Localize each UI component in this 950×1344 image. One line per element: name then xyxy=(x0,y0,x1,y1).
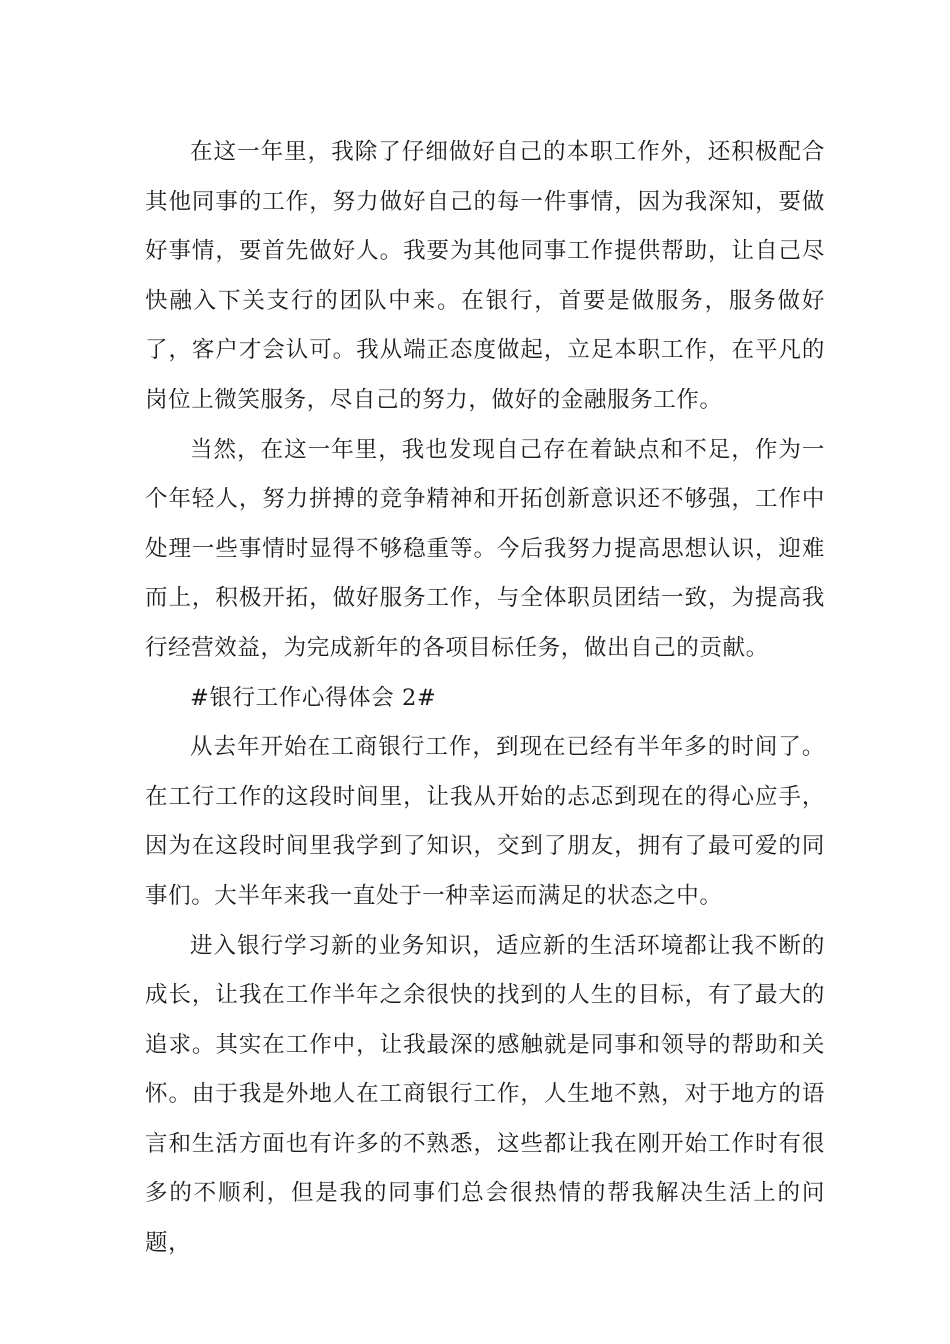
section-heading: #银行工作心得体会 2# xyxy=(190,684,437,711)
paragraph-2: 当然，在这一年里，我也发现自己存在着缺点和不足，作为一个年轻人，努力拼搏的竞争精神和开拓创新意识还不够强，工作中处理一些事情时显得不够稳重等。今后我努力提高思想认识，迎难而上，积极开拓，做好服务工作，与全体职员团结一致，为提高我行经营效益，为完成新年的各项目标任务，做出自己的贡献。 xyxy=(145,436,825,661)
document-body xyxy=(145,128,825,1269)
paragraph-4: 进入银行学习新的业务知识，适应新的生活环境都让我不断的成长，让我在工作半年之余很快的找到的人生的目标，有了最大的追求。其实在工作中，让我最深的感触就是同事和领导的帮助和关怀。由于我是外地人在工商银行工作，人生地不熟，对于地方的语言和生活方面也有许多的不熟悉，这些都让我在刚开始工作时有很多的不顺利，但是我的同事们总会很热情的帮我解决生活上的问题， xyxy=(145,932,825,1257)
paragraph-1: 在这一年里，我除了仔细做好自己的本职工作外，还积极配合其他同事的工作，努力做好自己的每一件事情，因为我深知，要做好事情，要首先做好人。我要为其他同事工作提供帮助，让自己尽快融入下关支行的团队中来。在银行，首要是做服务，服务做好了，客户才会认可。我从端正态度做起，立足本职工作，在平凡的岗位上微笑服务，尽自己的努力，做好的金融服务工作。 xyxy=(145,139,825,413)
paragraph-3: 从去年开始在工商银行工作，到现在已经有半年多的时间了。在工行工作的这段时间里，让我从开始的忐忑到现在的得心应手，因为在这段时间里我学到了知识，交到了朋友，拥有了最可爱的同事们。大半年来我一直处于一种幸运而满足的状态之中。 xyxy=(145,734,825,909)
